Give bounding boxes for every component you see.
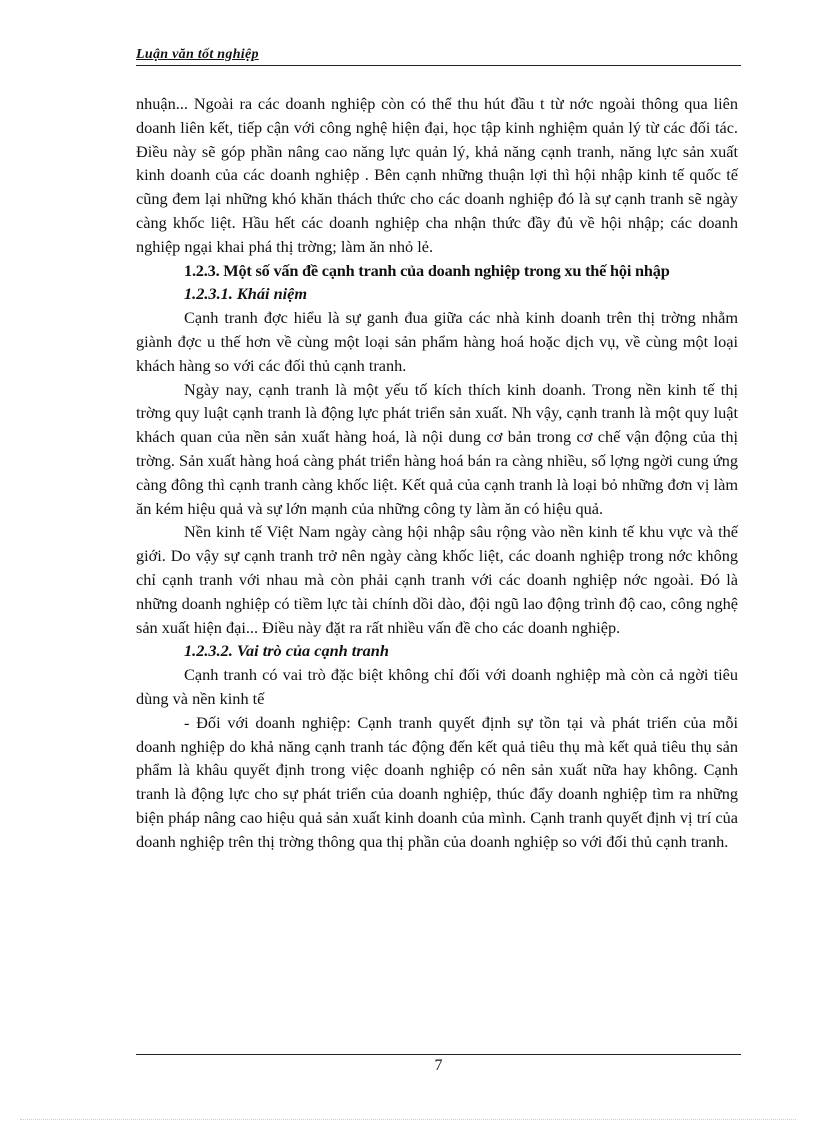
subsection-heading-1-2-3-2: 1.2.3.2. Vai trò của cạnh tranh — [184, 641, 389, 661]
header-divider — [136, 65, 741, 66]
footer-divider — [136, 1054, 741, 1055]
paragraph-role-enterprise: - Đối với doanh nghiệp: Cạnh tranh quyết định sự tồn tại và phát triển của mỗi doanh nghiệp do khả năng cạnh tranh tác động đến kết quả tiêu thụ mà kết quả tiêu thụ sản phẩm là khâu quyết định trong việc doanh nghiệp có nên sản xuất nữa hay không. Cạnh tranh là động lực cho sự phát triển của doanh nghiệp, thúc đẩy doanh nghiệp tìm ra những biện pháp nâng cao hiệu quả sản xuất kinh doanh của mình. Cạnh tranh quyết định vị trí của doanh nghiệp trên thị trờng thông qua thị phần của doanh nghiệp so với đối thủ cạnh tranh. — [136, 712, 738, 851]
subsection-heading-1-2-3-1: 1.2.3.1. Khái niệm — [184, 284, 308, 304]
document-body — [136, 92, 738, 854]
paragraph-vietnam-economy: Nền kinh tế Việt Nam ngày càng hội nhập sâu rộng vào nền kinh tế khu vực và thế giới. Do vậy sự cạnh tranh trở nên ngày càng khốc liệt, các doanh nghiệp trong nớc không chỉ cạnh tranh với nhau mà còn phải cạnh tranh với các doanh nghiệp nớc ngoài. Đó là những doanh nghiệp có tiềm lực tài chính dồi dào, đội ngũ lao động trình độ cao, công nghệ sản xuất hiện đại... Điều này đặt ra rất nhiều vấn đề cho các doanh nghiệp. — [136, 522, 738, 637]
section-heading-1-2-3: 1.2.3. Một số vấn đề cạnh tranh của doanh nghiệp trong xu thế hội nhập — [184, 260, 670, 280]
paragraph-market-competition: Ngày nay, cạnh tranh là một yếu tố kích thích kinh doanh. Trong nền kinh tế thị trờng quy luật cạnh tranh là động lực phát triển sản xuất. Nh vậy, cạnh tranh là một quy luật khách quan của nền sản xuất hàng hoá, là nội dung cơ bản trong cơ chế vận động của thị trờng. Sản xuất hàng hoá càng phát triển hàng hoá bán ra càng nhiều, số lợng ngời cung ứng càng đông thì cạnh tranh càng khốc liệt. Kết quả của cạnh tranh là loại bỏ những đơn vị làm ăn kém hiệu quả và sự lớn mạnh của những công ty làm ăn có hiệu quả. — [136, 379, 738, 518]
paragraph-definition: Cạnh tranh đợc hiểu là sự ganh đua giữa các nhà kinh doanh trên thị trờng nhằm giành đợc u thế hơn về cùng một loại sản phẩm hàng hoá hoặc dịch vụ, về cùng một loại khách hàng so với các đối thủ cạnh tranh. — [136, 308, 738, 375]
page-bottom-dotted-line — [20, 1119, 796, 1120]
paragraph-role-intro: Cạnh tranh có vai trò đặc biệt không chỉ đối với doanh nghiệp mà còn cả ngời tiêu dùng và nền kinh tế — [136, 665, 738, 708]
page-number: 7 — [434, 1057, 443, 1074]
paragraph-continuation: nhuận... Ngoài ra các doanh nghiệp còn có thể thu hút đầu t từ nớc ngoài thông qua liên doanh liên kết, tiếp cận với công nghệ hiện đại, học tập kinh nghiệm quản lý từ các đối tác. Điều này sẽ góp phần nâng cao năng lực quản lý, khả năng cạnh tranh, năng lực sản xuất kinh doanh của các doanh nghiệp . Bên cạnh những thuận lợi thì hội nhập kinh tế quốc tế cũng đem lại những khó khăn thách thức cho các doanh nghiệp đó là sự cạnh tranh sẽ ngày càng khốc liệt. Hầu hết các doanh nghiệp cha nhận thức đầy đủ về hội nhập; các doanh nghiệp ngại khai phá thị trờng; làm ăn nhỏ lẻ. — [136, 94, 738, 256]
header-title: Luận văn tốt nghiệp — [136, 47, 259, 62]
